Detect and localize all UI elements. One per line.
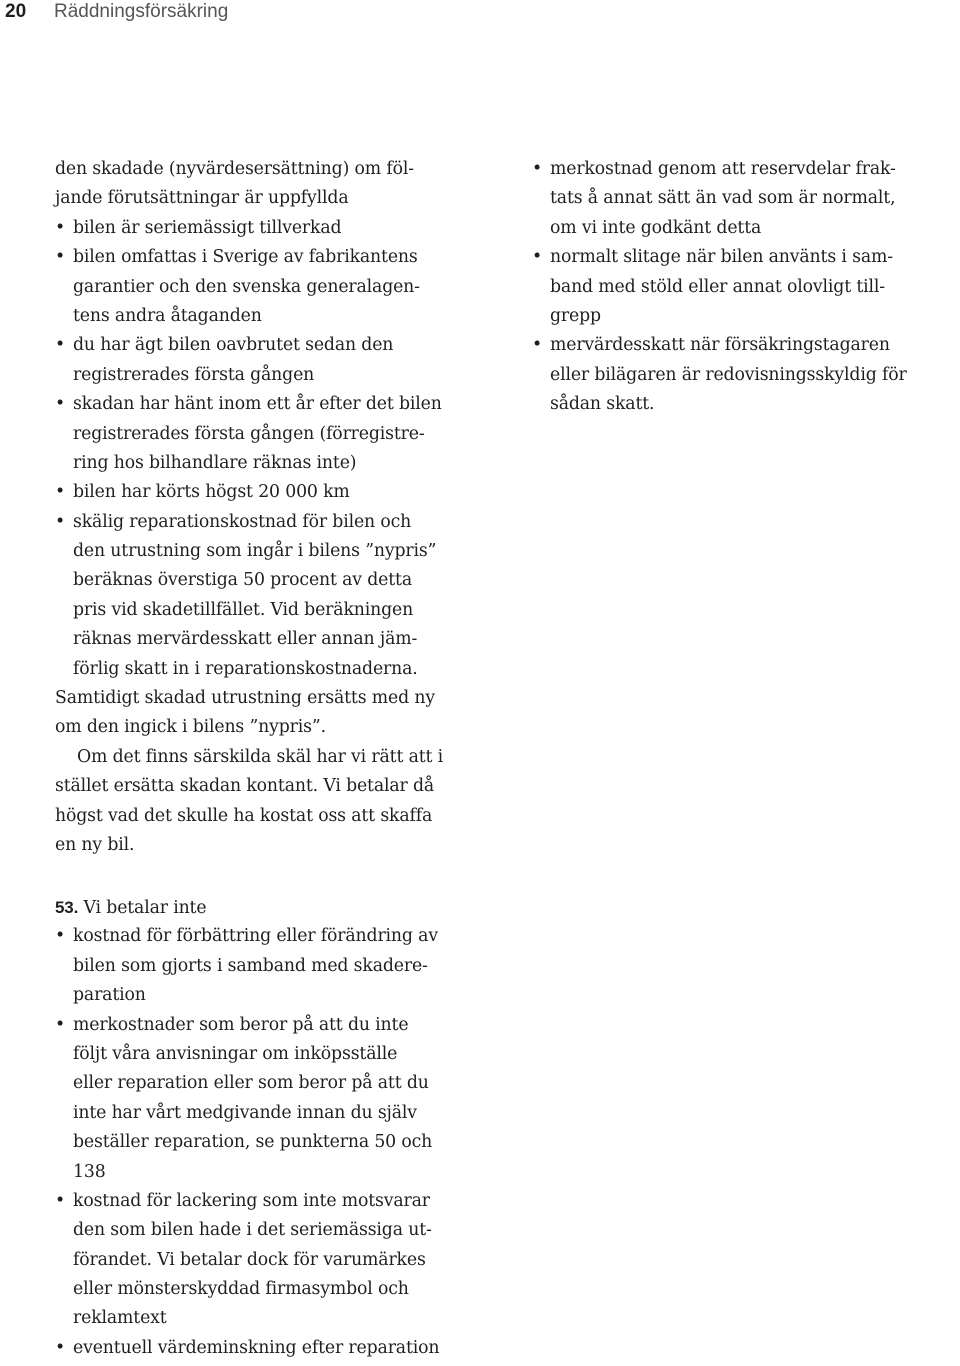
text-line: merkostnad genom att reservdelar frak- [550, 159, 896, 179]
list-item [55, 214, 500, 243]
list-item-continuation [55, 1304, 500, 1333]
text-line: bilen har körts högst 20 000 km [73, 482, 350, 503]
list-item [55, 1011, 500, 1040]
list-item-continuation [55, 420, 500, 449]
text-line: räknas mervärdesskatt eller annan jäm- [73, 629, 418, 650]
text-line: eventuell värdeminskning efter reparation [73, 1337, 440, 1358]
paragraph-line [55, 802, 500, 831]
list-item-continuation [532, 302, 960, 331]
list-item-continuation [55, 596, 500, 625]
list-item-continuation [55, 952, 500, 981]
text-line: skälig reparationskostnad för bilen och [73, 511, 412, 532]
list-item-continuation [55, 361, 500, 390]
list-item-continuation [55, 1158, 500, 1187]
text-line: kostnad för förbättring eller förändring av [73, 926, 438, 947]
text-line: beräknas överstiga 50 procent av detta [73, 570, 412, 591]
paragraph-line [55, 155, 500, 184]
text-line: paration [73, 985, 146, 1006]
paragraph-line [55, 743, 500, 772]
text-line: du har ägt bilen oavbrutet sedan den [73, 335, 394, 356]
text-line: garantier och den svenska generalagen- [73, 276, 420, 297]
list-item [55, 390, 500, 419]
list-item-continuation [532, 273, 960, 302]
text-line: sådan skatt. [550, 394, 655, 415]
text-line: stället ersätta skadan kontant. Vi betalar då [55, 776, 435, 797]
section-53 [55, 893, 500, 1363]
bullet-icon: • [55, 482, 66, 503]
list-item-continuation [55, 981, 500, 1010]
list-item [55, 331, 500, 360]
section-heading: Vi betalar inte [83, 898, 207, 918]
page-number: 20 [5, 1, 27, 22]
paragraph-line [55, 831, 500, 860]
list-item-continuation [55, 1099, 500, 1128]
list-item-continuation [55, 1275, 500, 1304]
text-line: mervärdesskatt när försäkringstagaren [550, 335, 890, 356]
text-line: Samtidigt skadad utrustning ersätts med ny [55, 688, 435, 709]
list-item [55, 1187, 500, 1216]
text-line: registrerades första gången (förregistre- [73, 423, 425, 444]
text-line: reklamtext [73, 1308, 167, 1329]
text-line: förlig skatt in i reparationskostnaderna. [73, 658, 418, 679]
bullet-icon: • [55, 247, 66, 268]
text-line: 138 [73, 1161, 106, 1182]
list-item-continuation [55, 273, 500, 302]
text-line: pris vid skadetillfället. Vid beräkningen [73, 599, 414, 620]
text-line: högst vad det skulle ha kostat oss att skaffa [55, 805, 433, 826]
text-line: jande förutsättningar är uppfyllda [55, 188, 349, 209]
text-line: bilen är seriemässigt tillverkad [73, 217, 342, 238]
text-line: bilen som gjorts i samband med skadere- [73, 955, 428, 976]
bullet-icon: • [55, 1190, 66, 1211]
list-item-continuation [55, 1246, 500, 1275]
paragraph-line [55, 184, 500, 213]
text-line: beställer reparation, se punkterna 50 och [73, 1132, 433, 1153]
text-line: tats å annat sätt än vad som är normalt, [550, 188, 896, 209]
list-item [55, 243, 500, 272]
text-line: förandet. Vi betalar dock för varumärkes [73, 1249, 426, 1270]
bullet-icon: • [532, 335, 543, 356]
list-item-continuation [55, 537, 500, 566]
bullet-icon: • [55, 335, 66, 356]
text-line: skadan har hänt inom ett år efter det bilen [73, 394, 442, 415]
bullet-icon: • [55, 394, 66, 415]
section-number: 53. [55, 898, 79, 917]
paragraph-line [55, 684, 500, 713]
text-line: om den ingick i bilens ”nypris”. [55, 717, 326, 738]
paragraph-line [55, 772, 500, 801]
list-item-continuation [55, 625, 500, 654]
list-item [532, 331, 960, 360]
bullet-icon: • [55, 511, 66, 532]
list-item [55, 478, 500, 507]
text-line: eller reparation eller som beror på att du [73, 1073, 429, 1094]
list-item-continuation [532, 361, 960, 390]
list-item-continuation [55, 449, 500, 478]
right-column-text [532, 155, 960, 420]
text-line: grepp [550, 305, 601, 326]
list-item-continuation [55, 1069, 500, 1098]
bullet-icon: • [532, 247, 543, 268]
text-line: eller mönsterskyddad firmasymbol och [73, 1279, 409, 1300]
text-line: om vi inte godkänt detta [550, 217, 762, 238]
bullet-icon: • [55, 217, 66, 238]
left-column-text [55, 155, 500, 860]
bullet-icon: • [55, 1014, 66, 1035]
list-item [55, 1334, 500, 1363]
text-line: inte har vårt medgivande innan du själv [73, 1102, 417, 1123]
text-line: merkostnader som beror på att du inte [73, 1014, 409, 1035]
list-item-continuation [55, 655, 500, 684]
list-item-continuation [55, 1128, 500, 1157]
list-item-continuation [55, 1040, 500, 1069]
text-line: den utrustning som ingår i bilens ”nypris” [73, 541, 437, 562]
list-item-continuation [532, 184, 960, 213]
text-line: registrerades första gången [73, 364, 315, 385]
list-item-continuation [55, 566, 500, 595]
text-line: ring hos bilhandlare räknas inte) [73, 452, 357, 473]
bullet-icon: • [55, 1337, 66, 1358]
text-line: Om det finns särskilda skäl har vi rätt att i [77, 746, 444, 767]
text-line: den som bilen hade i det seriemässiga ut- [73, 1220, 432, 1241]
list-item-continuation [55, 302, 500, 331]
list-item [55, 922, 500, 951]
text-line: en ny bil. [55, 834, 135, 855]
list-item [55, 508, 500, 537]
text-line: band med stöld eller annat olovligt till- [550, 276, 885, 297]
list-item-continuation [532, 214, 960, 243]
paragraph-line [55, 713, 500, 742]
bullet-icon: • [532, 159, 543, 179]
text-line: normalt slitage när bilen använts i sam- [550, 247, 893, 268]
text-line: tens andra åtaganden [73, 305, 262, 326]
text-line: bilen omfattas i Sverige av fabrikantens [73, 247, 418, 268]
list-item [532, 243, 960, 272]
running-title: Räddningsförsäkring [54, 1, 229, 22]
text-line: den skadade (nyvärdesersättning) om föl- [55, 159, 414, 179]
page-header [0, 0, 960, 26]
list-item-continuation [55, 1216, 500, 1245]
text-line: kostnad för lackering som inte motsvarar [73, 1190, 430, 1211]
list-item [532, 155, 960, 184]
text-line: följt våra anvisningar om inköpsställe [73, 1043, 398, 1064]
list-item-continuation [532, 390, 960, 419]
bullet-icon: • [55, 926, 66, 947]
section-53-heading [55, 893, 500, 922]
text-line: eller bilägaren är redovisningsskyldig för [550, 364, 907, 385]
